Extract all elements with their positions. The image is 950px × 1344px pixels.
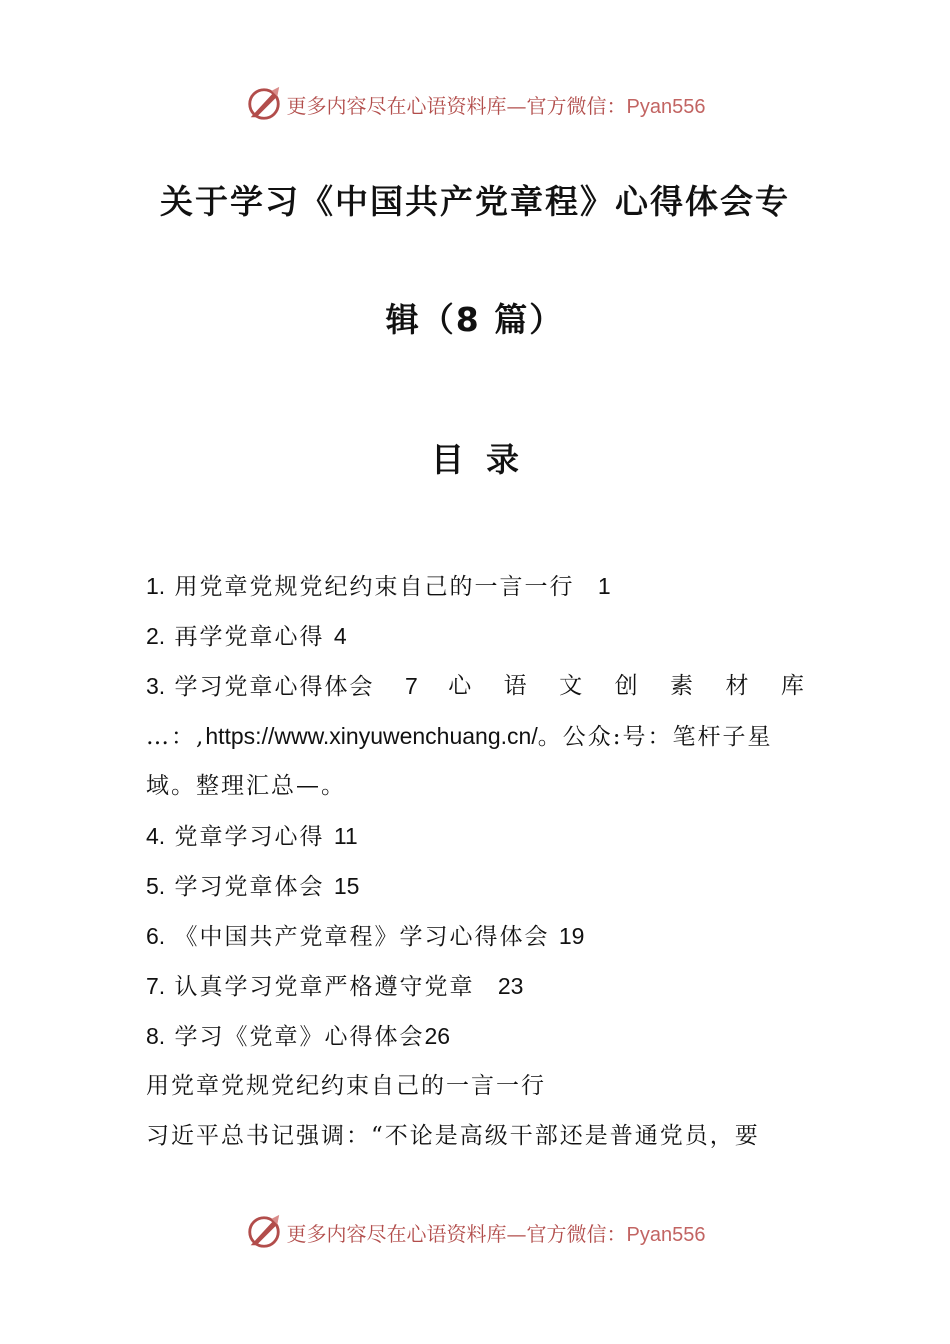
toc-item[interactable]: 4. 党章学习心得 11 <box>146 823 358 850</box>
document-title-line1: 关于学习《中国共产党章程》心得体会专 <box>160 182 790 221</box>
note-char: 创 <box>614 673 640 699</box>
source-url[interactable]: https://www.xinyuwenchuang.cn/ <box>205 723 538 749</box>
note-char: 素 <box>670 673 696 699</box>
toc-item[interactable]: 6. 《中国共产党章程》学习心得体会 19 <box>146 923 585 950</box>
section-heading: 用党章党规党纪约束自己的一言一行 <box>146 1073 546 1099</box>
note-char: 语 <box>503 673 529 699</box>
inserted-note-line: 域。整理汇总—。 <box>146 773 346 799</box>
banner-text: 更多内容尽在心语资料库—官方微信： <box>286 1221 627 1246</box>
footer-banner <box>0 1210 950 1254</box>
toc-item[interactable]: 2. 再学党章心得 4 <box>146 623 347 650</box>
table-of-contents <box>146 561 806 1161</box>
toc-item[interactable]: 8. 学习《党章》心得体会26 <box>146 1023 451 1050</box>
toc-item[interactable]: 1. 用党章党规党纪约束自己的一言一行 1 <box>146 573 611 600</box>
document-title-line2: 辑（8 篇） <box>385 300 565 339</box>
toc-item[interactable]: 3. 学习党章心得体会 7 心 语 文 创 素 材 库 <box>146 661 806 711</box>
banner-wechat-id: Pyan556 <box>626 95 706 118</box>
quill-logo-icon <box>245 85 283 123</box>
note-char: 心 <box>448 673 474 699</box>
toc-heading: 目录 <box>431 440 541 479</box>
note-char: 库 <box>780 673 806 699</box>
paragraph-line: 习近平总书记强调：“不论是高级干部还是普通党员，要 <box>146 1123 760 1149</box>
inserted-note-line: …：,https://www.xinyuwenchuang.cn/。公众:号：笔杆子星 <box>146 723 773 750</box>
note-char: 材 <box>725 673 751 699</box>
quill-logo-icon <box>245 1213 283 1251</box>
header-banner <box>0 82 950 126</box>
note-char: 文 <box>559 673 585 699</box>
banner-wechat-id: Pyan556 <box>626 1223 706 1246</box>
toc-item[interactable]: 7. 认真学习党章严格遵守党章 23 <box>146 973 524 1000</box>
toc-item[interactable]: 5. 学习党章体会 15 <box>146 873 360 900</box>
banner-text: 更多内容尽在心语资料库—官方微信： <box>286 93 627 118</box>
